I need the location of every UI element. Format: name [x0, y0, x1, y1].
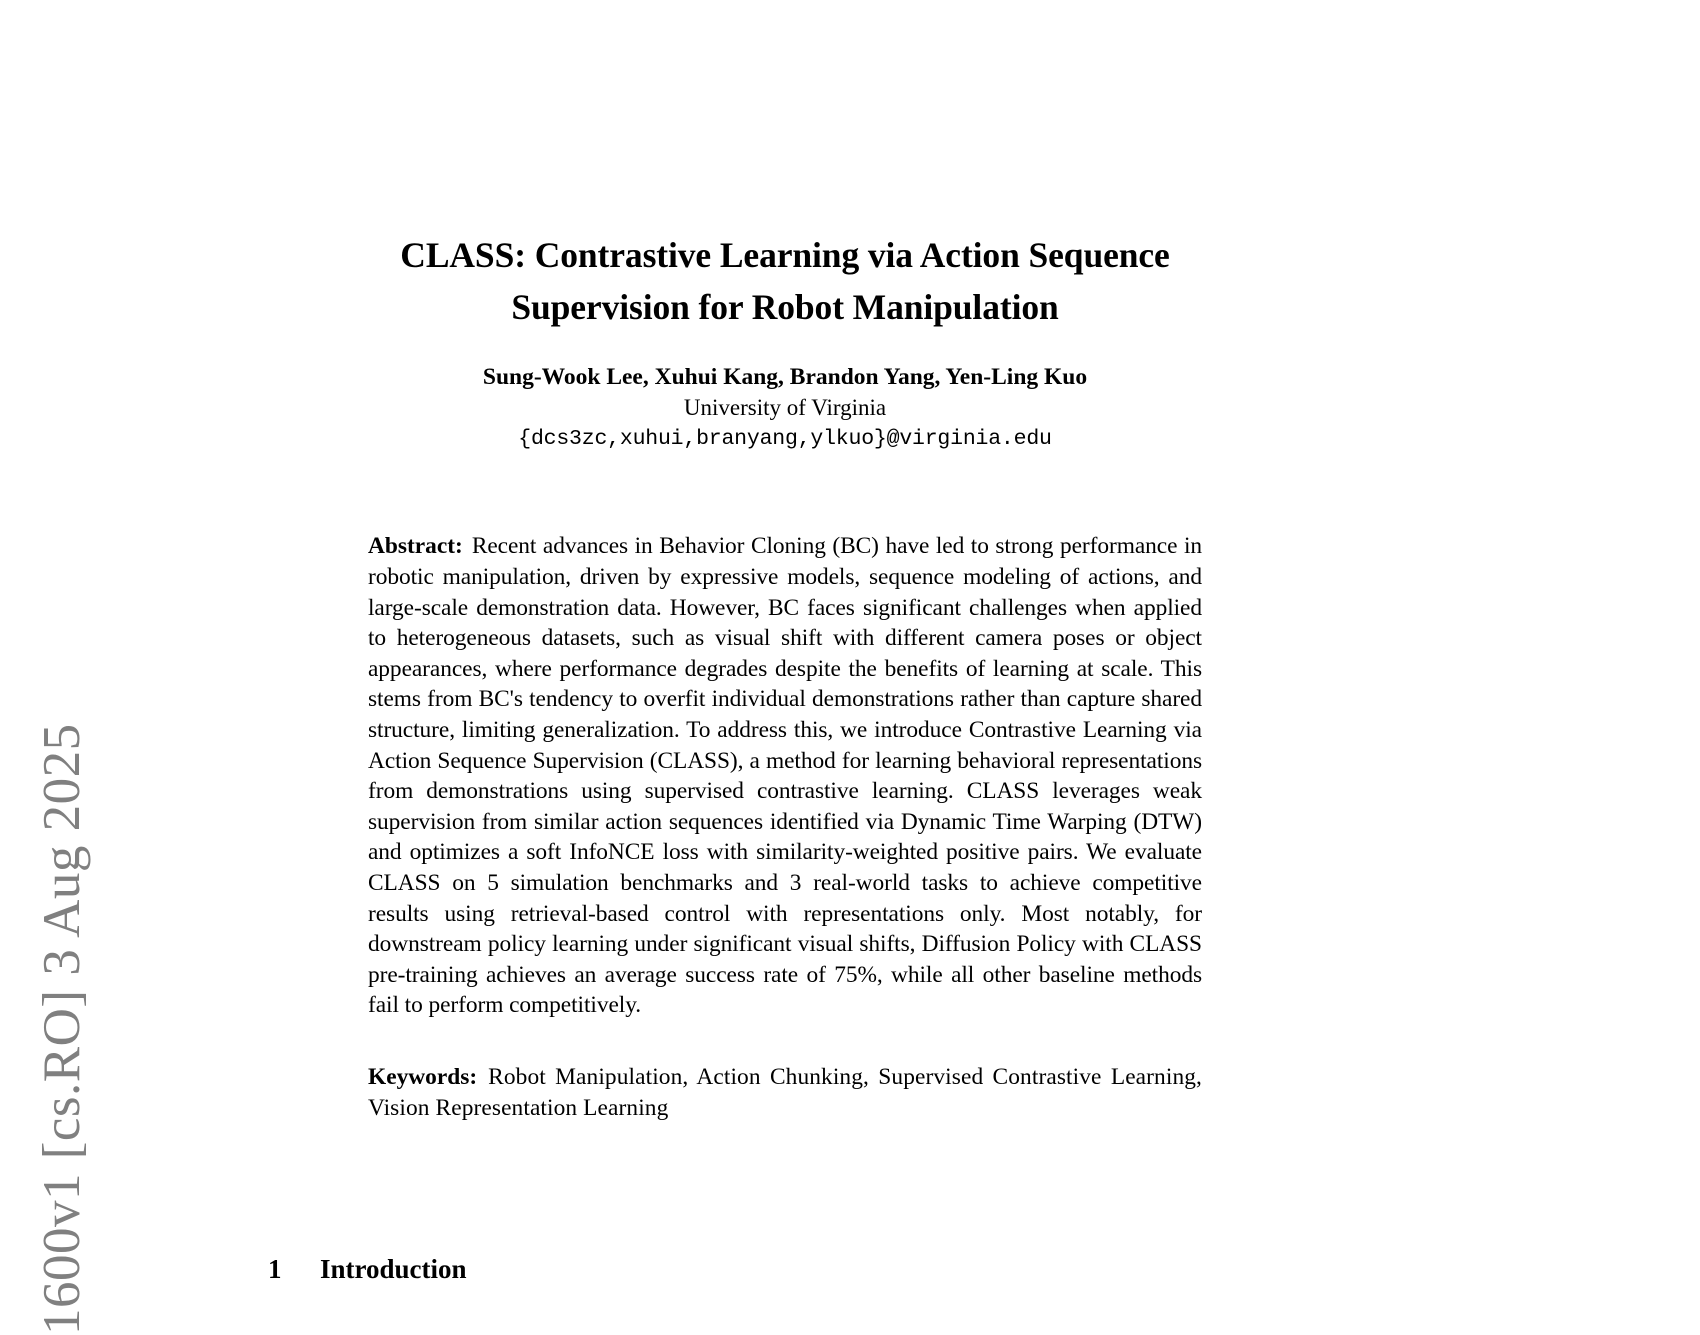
paper-title-line-2: Supervision for Robot Manipulation — [511, 286, 1059, 327]
author-names: Sung-Wook Lee, Xuhui Kang, Brandon Yang, Yen-Ling Kuo — [482, 364, 1088, 390]
abstract-label: Abstract: — [368, 533, 463, 560]
keywords-text: Robot Manipulation, Action Chunking, Supervised Contrastive Learning, Vision Representation Learning — [368, 1064, 1202, 1121]
paper-title-block — [290, 205, 1280, 357]
abstract-paragraph — [368, 531, 1202, 1021]
author-block — [290, 362, 1280, 455]
keywords-block — [368, 1062, 1202, 1123]
arxiv-stamp-text: 1600v1 [cs.RO] 3 Aug 2025 — [33, 723, 91, 1335]
author-affiliation: University of Virginia — [683, 395, 887, 420]
abstract-block — [368, 508, 1202, 1044]
paper-title-line-1: CLASS: Contrastive Learning via Action Sequence — [400, 234, 1170, 275]
author-emails: {dcs3zc,xuhui,branyang,ylkuo}@virginia.edu — [518, 427, 1052, 451]
section-heading-introduction — [268, 1252, 1208, 1286]
section-number: 1 — [268, 1254, 282, 1284]
page-title — [290, 229, 1280, 333]
keywords-label: Keywords: — [368, 1064, 478, 1090]
abstract-text: Recent advances in Behavior Cloning (BC) have led to strong performance in robotic manipulation, driven by expressive models, sequence modeling of actions, and large-scale demonstration data. However, BC faces significant challenges when applied to heterogeneous datasets, such as visual shift with different camera poses or object appearances, where performance degrades despite the benefits of learning at scale. This stems from BC's tendency to overfit individual demonstrations rather than capture shared structure, limiting generalization. To address this, we introduce Contrastive Learning via Action Sequence Supervision (CLASS), a method for learning behavioral representations from demonstrations using supervised contrastive learning. CLASS leverages weak supervision from similar action sequences identified via Dynamic Time Warping (DTW) and optimizes a soft InfoNCE loss with similarity-weighted positive pairs. We evaluate CLASS on 5 simulation benchmarks and 3 real-world tasks to achieve competitive results using retrieval-based control with representations only. Most notably, for downstream policy learning under significant visual shifts, Diffusion Policy with CLASS pre-training achieves an average success rate of 75%, while all other baseline methods fail to perform competitively. — [368, 533, 1202, 1019]
section-title: Introduction — [320, 1254, 467, 1284]
